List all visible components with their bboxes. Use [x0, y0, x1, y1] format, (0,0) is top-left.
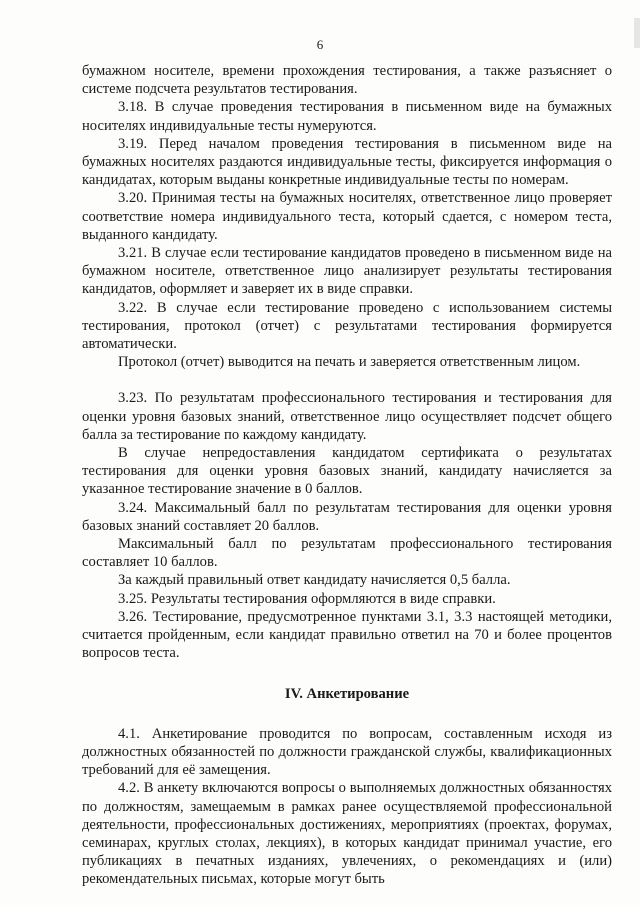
paragraph-3-26: 3.26. Тестирование, предусмотренное пунктами 3.1, 3.3 настоящей методики, считается пройденным, если кандидат правильно ответил на 70 и более процентов вопросов теста.: [82, 608, 612, 662]
paragraph-3-21: 3.21. В случае если тестирование кандидатов проведено в письменном виде на бумажном носителе, ответственное лицо анализирует результаты тестирования кандидатов, оформляет и заверяет их в виде справки.: [82, 245, 612, 298]
paragraph-protocol: Протокол (отчет) выводится на печать и заверяется ответственным лицом.: [118, 354, 581, 371]
paragraph-max-professional: Максимальный балл по результатам профессионального тестирования составляет 10 баллов.: [82, 536, 612, 571]
page-number: 6: [316, 37, 324, 52]
paragraph-3-22: 3.22. В случае если тестирование проведено с использованием системы тестирования, протокол (отчет) с результатами тестирования формируется автоматически.: [82, 299, 612, 353]
spacer: [82, 371, 612, 389]
paragraph-3-23: 3.23. По результатам профессионального тестирования и тестирования для оценки уровня базовых знаний, ответственное лицо осуществляет подсчет общего балла за тестирование по каждому кандидату.: [82, 390, 612, 443]
paragraph-points-per-answer: За каждый правильный ответ кандидату начисляется 0,5 балла.: [118, 572, 511, 589]
paragraph-3-18: 3.18. В случае проведения тестирования в письменном виде на бумажных носителях индивидуальные тесты нумеруются.: [82, 99, 612, 134]
paragraph-4-1: 4.1. Анкетирование проводится по вопросам, составленным исходя из должностных обязанностей по должности гражданской службы, квалификационных требований для её замещения.: [82, 725, 612, 779]
paragraph-3-25: 3.25. Результаты тестирования оформляются в виде справки.: [118, 590, 496, 607]
paragraph-3-24: 3.24. Максимальный балл по результатам тестирования для оценки уровня базовых знаний составляет 20 баллов.: [82, 499, 612, 534]
paragraph-no-certificate: В случае непредоставления кандидатом сертификата о результатах тестирования для оценки уровня базовых знаний, кандидату начисляется за указанное тестирование значение в 0 баллов.: [82, 445, 612, 498]
spacer: [82, 703, 612, 725]
section-heading: IV. Анкетирование: [284, 685, 410, 702]
spacer: [82, 663, 612, 685]
paragraph-3-20: 3.20. Принимая тесты на бумажных носителях, ответственное лицо проверяет соответствие номера индивидуального теста, который сдается, с номером теста, выданного кандидату.: [82, 190, 612, 243]
paragraph-3-19: 3.19. Перед началом проведения тестирования в письменном виде на бумажных носителях раздаются индивидуальные тесты, фиксируется информация о кандидатах, которым выданы конкретные индивидуальные тесты по номерам.: [82, 135, 612, 189]
paragraph-continuation: бумажном носителе, времени прохождения тестирования, а также разъясняет о системе подсчета результатов тестирования.: [82, 63, 612, 98]
document-body: [82, 62, 612, 889]
paragraph-4-2: 4.2. В анкету включаются вопросы о выполняемых должностных обязанностях по должностям, замещаемым в рамках ранее осуществляемой профессиональной деятельности, профессиональных достижениях, мероприятиях (проектах, форумах, семинарах, круглых столах, лекциях), в которых кандидат принимал участие, его публикациях в печатных изданиях, увлечениях, о рекомендациях и (или) рекомендательных письмах, которые могут быть: [82, 780, 612, 888]
